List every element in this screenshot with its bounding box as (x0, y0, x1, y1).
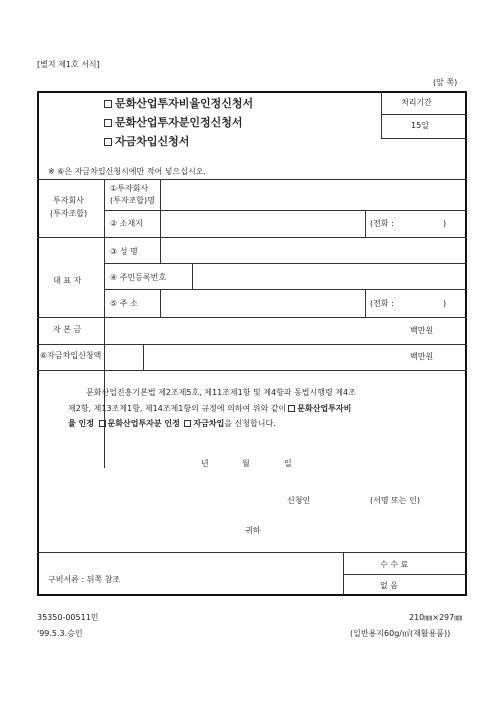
checkbox-icon (184, 420, 191, 427)
investor-field-divider (160, 179, 161, 237)
processing-box-bottom (381, 138, 466, 139)
checkbox-icon (288, 405, 295, 412)
representative-phone-label: (전화 : (370, 299, 394, 308)
processing-period-label: 처리기간 (401, 98, 432, 107)
frame-top (37, 91, 467, 93)
approval-date: '99.5.3.승인 (37, 629, 83, 638)
section-divider-capital (37, 344, 467, 345)
representative-address-label: ⑤ 주 소 (110, 299, 138, 308)
checkbox-icon (104, 100, 112, 108)
investor-name-label-sub: (투자조합)명 (110, 196, 155, 205)
rep-row-divider-2 (104, 289, 466, 290)
representative-id-label: ④ 주민등록번호 (110, 273, 167, 282)
loan-label-divider (143, 344, 144, 370)
representative-name-label: ③ 성 명 (110, 247, 138, 256)
checkbox-icon (99, 420, 106, 427)
investor-label-sub: (투자조합) (50, 209, 88, 218)
capital-label: 자 본 금 (53, 325, 82, 334)
fee-label: 수 수 료 (380, 560, 409, 569)
rep-name-divider (160, 237, 161, 263)
paper-size: 210㎜×297㎜ (409, 613, 463, 622)
title-loan-application: 자금차입신청서 (104, 136, 189, 147)
loan-amount-label: ⑥자금차입신청액 (40, 351, 102, 360)
representative-phone-close: ) (443, 299, 447, 308)
title-investment-amount: 문화산업투자분인정신청서 (104, 117, 243, 128)
rep-id-divider (192, 263, 193, 289)
page-side-label: (앞 쪽) (433, 78, 458, 87)
section-divider-investor (37, 237, 467, 238)
required-documents: 구비서류 : 뒤쪽 참조 (48, 575, 121, 584)
date-month: 월 (242, 459, 250, 468)
representative-label: 대 표 자 (53, 276, 82, 285)
section-divider-loan (37, 370, 467, 371)
investor-phone-divider (365, 210, 366, 237)
rep-row-divider-1 (104, 263, 466, 264)
section-divider-representative (37, 317, 467, 318)
loan-amount-unit: 백만원 (410, 352, 434, 361)
investor-row-divider (104, 210, 466, 211)
declaration-line-3: 율 인정 문화산업투자분 인정 자금차입을 신청합니다. (68, 419, 276, 428)
form-reference: [별지 제1호 서식] (37, 60, 100, 69)
processing-period-value: 15일 (411, 121, 429, 130)
section-divider-footer (37, 552, 467, 553)
investor-phone-label: (전화 : (370, 219, 394, 228)
note-text: ※ ⑥은 자금차입신청시에만 적어 넣으십시오. (48, 167, 206, 176)
addressee: 귀하 (245, 526, 261, 535)
investor-phone-close: ) (443, 219, 447, 228)
investor-address-label: ② 소재지 (110, 219, 143, 228)
checkbox-icon (104, 138, 112, 146)
form-code: 35350-00511민 (37, 613, 99, 622)
fee-row-divider (343, 574, 466, 575)
declaration-line-1: 문화산업진흥기본법 제2조제5호, 제11조제1항 및 제4항과 동법시행령 제4조 (86, 388, 356, 397)
date-year: 년 (201, 459, 209, 468)
declaration-line-2: 제2항, 제13조제1항, 제14조제1항의 규정에 의하여 위와 같이 문화산업투자비 (68, 404, 352, 413)
rep-address-divider (160, 289, 161, 317)
applicant-label: 신청인 (287, 496, 311, 505)
paper-spec: (일반용지60g/㎡(재활용품)) (350, 629, 451, 638)
frame-bottom (37, 594, 467, 596)
investor-name-label: ①투자회사 (110, 184, 149, 193)
note-divider (37, 179, 467, 180)
investor-label: 투자회사 (53, 196, 84, 205)
title-investment-ratio: 문화산업투자비율인정신청서 (104, 98, 253, 109)
fee-value: 없 음 (380, 581, 398, 590)
rep-phone-divider (365, 289, 366, 317)
capital-unit: 백만원 (410, 326, 434, 335)
date-day: 일 (284, 459, 292, 468)
applicant-sign: (서명 또는 인) (370, 496, 420, 505)
checkbox-icon (104, 119, 112, 127)
processing-box-left (381, 91, 382, 139)
processing-box-divider (381, 114, 466, 115)
